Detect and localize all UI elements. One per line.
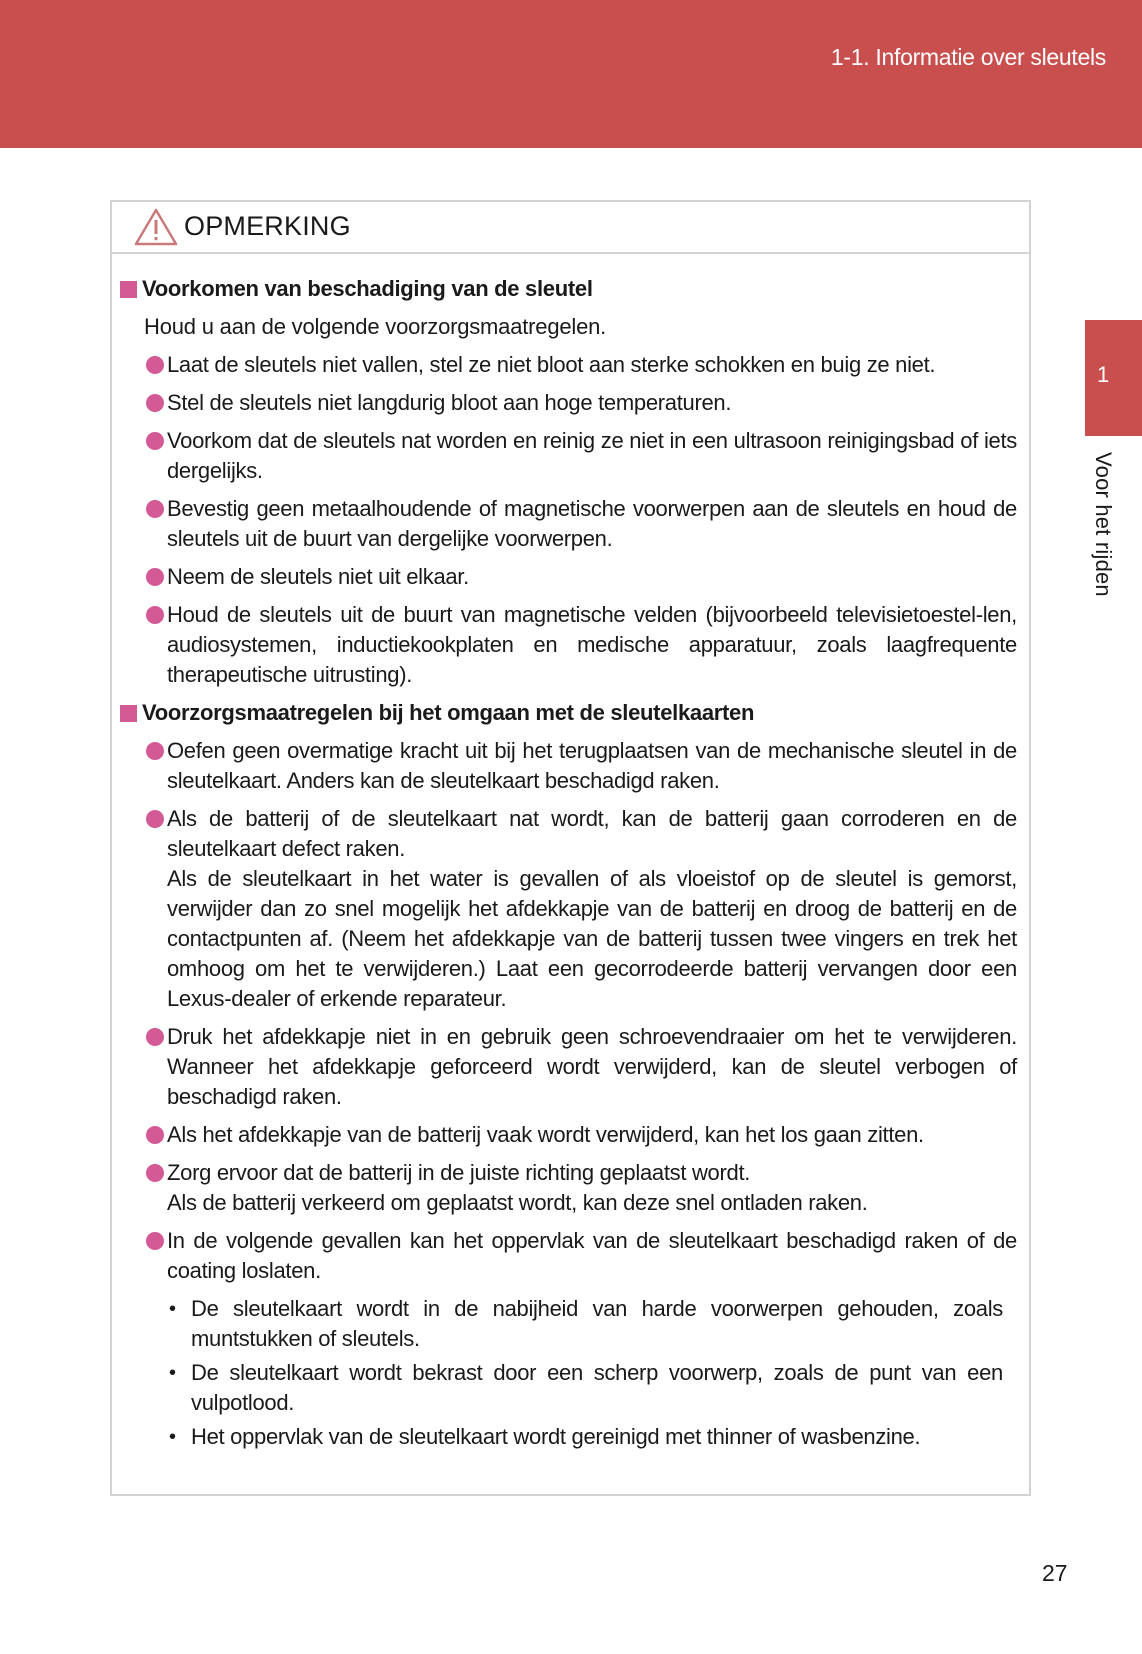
section-heading: [120, 274, 1017, 304]
header-band: [0, 0, 1142, 148]
list-item: [120, 804, 1017, 1014]
warning-triangle-icon: [134, 208, 178, 246]
list-item: [120, 600, 1017, 690]
round-bullet-icon: [146, 394, 164, 412]
list-item: [120, 350, 1017, 380]
list-item-text: Laat de sleutels niet vallen, stel ze niet bloot aan sterke schokken en buig ze niet.: [167, 352, 936, 377]
list-item-text: Neem de sleutels niet uit elkaar.: [167, 564, 469, 589]
sub-list-item: [167, 1358, 1017, 1418]
list-item: [120, 1158, 1017, 1218]
section-heading-text: Voorkomen van beschadiging van de sleutel: [142, 276, 593, 301]
section-heading: [120, 698, 1017, 728]
list-item-text: Druk het afdekkapje niet in en gebruik geen schroevendraaier om het te verwijderen. Wanneer het afdekkapje geforceerd wordt verwijderd, kan de sleutel verbogen of beschadigd raken.: [167, 1024, 1017, 1109]
page-number: 27: [1042, 1560, 1068, 1586]
section-heading-text: Voorzorgsmaatregelen bij het omgaan met de sleutelkaarten: [142, 700, 755, 725]
sub-list: [167, 1294, 1017, 1452]
notice-header: [112, 202, 1029, 254]
dot-bullet-icon: •: [169, 1426, 176, 1448]
list-item-text: Stel de sleutels niet langdurig bloot aan hoge temperaturen.: [167, 390, 732, 415]
list-item: [120, 388, 1017, 418]
notice-title: OPMERKING: [184, 211, 351, 241]
square-bullet-icon: [120, 281, 137, 298]
sub-list-item: [167, 1294, 1017, 1354]
chapter-number: 1: [1097, 362, 1110, 387]
list-item: [120, 736, 1017, 796]
sub-list-item-text: De sleutelkaart wordt bekrast door een scherp voorwerp, zoals de punt van een vulpotlood.: [191, 1360, 1003, 1415]
sub-list-item-text: Het oppervlak van de sleutelkaart wordt gereinigd met thinner of wasbenzine.: [191, 1424, 921, 1449]
list-item-text: Voorkom dat de sleutels nat worden en reinig ze niet in een ultrasoon reinigingsbad of iets dergelijks.: [167, 428, 1017, 483]
round-bullet-icon: [146, 606, 164, 624]
round-bullet-icon: [146, 432, 164, 450]
round-bullet-icon: [146, 568, 164, 586]
round-bullet-icon: [146, 1232, 164, 1250]
list-item-text: Zorg ervoor dat de batterij in de juiste richting geplaatst wordt.: [167, 1160, 751, 1185]
section-title: 1-1. Informatie over sleutels: [830, 44, 1106, 70]
sub-list-item-text: De sleutelkaart wordt in de nabijheid van harde voorwerpen gehouden, zoals muntstukken of sleutels.: [191, 1296, 1003, 1351]
list-item-text: Oefen geen overmatige kracht uit bij het terugplaatsen van de mechanische sleutel in de sleutelkaart. Anders kan de sleutelkaart beschadigd raken.: [167, 738, 1017, 793]
round-bullet-icon: [146, 810, 164, 828]
dot-bullet-icon: •: [169, 1362, 176, 1384]
list-item-text: Als de sleutelkaart in het water is gevallen of als vloeistof op de sleutel is gemorst, verwijder dan zo snel mogelijk het afdekkapje van de batterij en droog de batterij en de contactpunten af. (Neem het afdekkapje van de batterij tussen twee vingers en trek het omhoog om het te verwijderen.) Laat een gecorrodeerde batterij vervangen door een Lexus-dealer of erkende reparateur.: [167, 866, 1017, 1011]
chapter-label: Voor het rijden: [1091, 452, 1116, 597]
section-intro: Houd u aan de volgende voorzorgsmaatregelen.: [144, 314, 607, 339]
list-item: [120, 1120, 1017, 1150]
list-item-text: Als de batterij of de sleutelkaart nat wordt, kan de batterij gaan corroderen en de sleutelkaart defect raken.: [167, 806, 1017, 861]
round-bullet-icon: [146, 742, 164, 760]
sub-list-item: [167, 1422, 1017, 1452]
round-bullet-icon: [146, 356, 164, 374]
chapter-tab[interactable]: [1085, 320, 1142, 436]
square-bullet-icon: [120, 705, 137, 722]
round-bullet-icon: [146, 1126, 164, 1144]
list-item: [120, 1226, 1017, 1452]
list-item: [120, 562, 1017, 592]
dot-bullet-icon: •: [169, 1298, 176, 1320]
list-item-text: In de volgende gevallen kan het oppervlak van de sleutelkaart beschadigd raken of de coating loslaten.: [167, 1228, 1017, 1283]
list-item: [120, 494, 1017, 554]
list-item-text: Als de batterij verkeerd om geplaatst wordt, kan deze snel ontladen raken.: [167, 1190, 868, 1215]
round-bullet-icon: [146, 1028, 164, 1046]
round-bullet-icon: [146, 500, 164, 518]
list-item: [120, 1022, 1017, 1112]
round-bullet-icon: [146, 1164, 164, 1182]
list-item: [120, 426, 1017, 486]
list-item-text: Als het afdekkapje van de batterij vaak wordt verwijderd, kan het los gaan zitten.: [167, 1122, 924, 1147]
notice-box: [110, 200, 1031, 1496]
list-item-text: Houd de sleutels uit de buurt van magnetische velden (bijvoorbeeld televisietoestel-len, audiosystemen, inductiekookplaten en medische apparatuur, zoals laagfrequente therapeutische uitrusting).: [167, 602, 1017, 687]
notice-body: [112, 254, 1029, 1452]
list-item-text: Bevestig geen metaalhoudende of magnetische voorwerpen aan de sleutels en houd de sleutels uit de buurt van dergelijke voorwerpen.: [167, 496, 1017, 551]
